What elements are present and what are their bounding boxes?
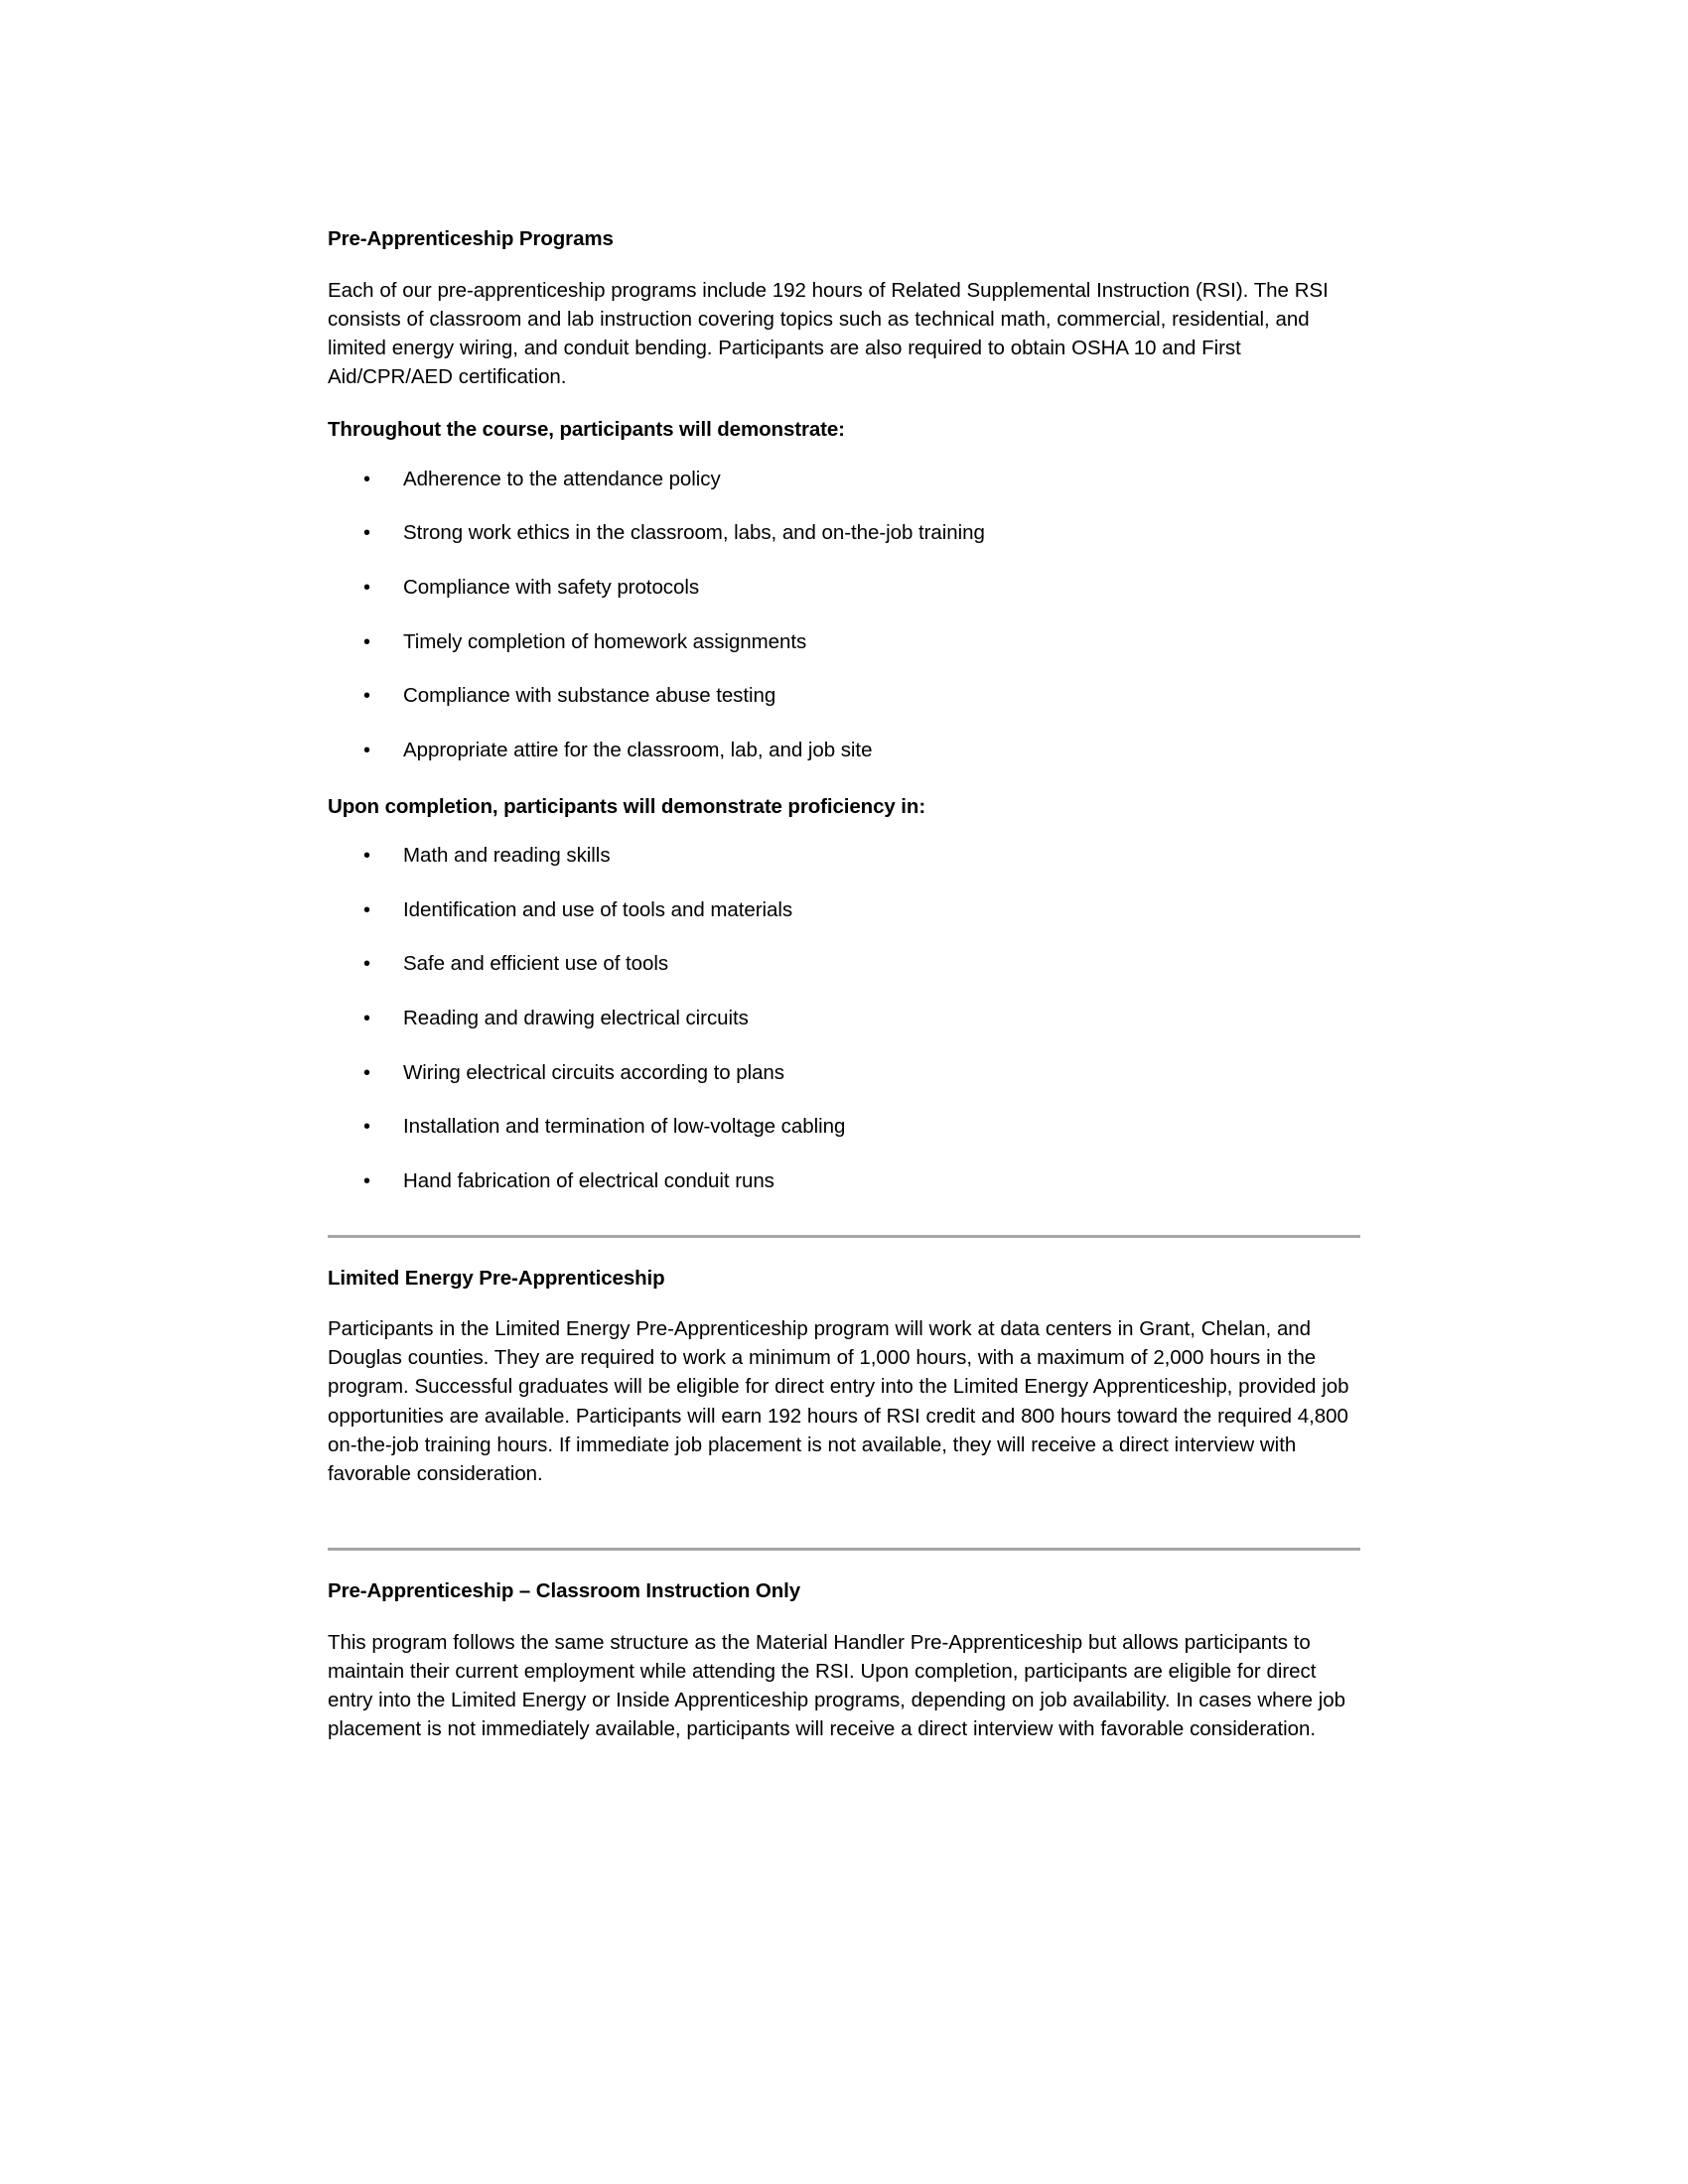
bullet-icon: • xyxy=(363,522,370,545)
document-page xyxy=(230,0,1458,2184)
list-item xyxy=(328,629,1360,656)
list-item-label: Installation and termination of low-voltage cabling xyxy=(403,1115,846,1139)
bullet-icon: • xyxy=(363,953,370,976)
list-one-heading: Throughout the course, participants will demonstrate: xyxy=(328,418,845,442)
bullet-icon: • xyxy=(363,1008,370,1030)
limited-energy-paragraph: Participants in the Limited Energy Pre-Apprenticeship program will work at data centers in Grant, Chelan, and Douglas counties. They are required to work a minimum of 1,000 hours, with a maximum of 2,000 hours in the program. Successful graduates will be eligible for direct entry into the Limited Energy Apprenticeship, provided job opportunities are available. Participants will earn 192 hours of RSI credit and 800 hours toward the required 4,800 on-the-job training hours. If immediate job placement is not available, they will receive a direct interview with favorable consideration. xyxy=(328,1317,1349,1485)
list-item xyxy=(328,520,1360,547)
list-item xyxy=(328,683,1360,710)
bullet-icon: • xyxy=(363,685,370,708)
list-item-label: Math and reading skills xyxy=(403,844,611,868)
list-item-label: Wiring electrical circuits according to plans xyxy=(403,1060,784,1084)
list-item xyxy=(328,843,1360,870)
list-item-label: Reading and drawing electrical circuits xyxy=(403,1007,749,1030)
divider-top-gap xyxy=(328,1514,1360,1548)
document-content xyxy=(328,0,1360,1888)
bullet-icon: • xyxy=(363,1116,370,1139)
bullet-icon: • xyxy=(363,630,370,653)
page-title: Pre-Apprenticeship Programs xyxy=(328,227,614,250)
bullet-icon: • xyxy=(363,576,370,599)
divider-top-gap xyxy=(328,1201,1360,1235)
list-item-label: Hand fabrication of electrical conduit runs xyxy=(403,1169,774,1192)
bullet-icon: • xyxy=(363,898,370,921)
bullet-icon: • xyxy=(363,1170,370,1192)
intro-paragraph: Each of our pre-apprenticeship programs include 192 hours of Related Supplemental Instruction (RSI). The RSI consists of classroom and lab instruction covering topics such as technical math, commercial, residential, and limited energy wiring, and conduit bending. Participants are also required to obtain OSHA 10 and First Aid/CPR/AED certification. xyxy=(328,278,1329,388)
list-item-label: Identification and use of tools and materials xyxy=(403,897,793,921)
bullet-icon: • xyxy=(363,845,370,868)
list-item xyxy=(328,897,1360,924)
list-item xyxy=(328,1060,1360,1087)
bullet-icon: • xyxy=(363,468,370,490)
divider-bottom-gap xyxy=(328,1551,1360,1578)
list-item-label: Strong work ethics in the classroom, labs, and on-the-job training xyxy=(403,521,985,545)
bullet-icon: • xyxy=(363,739,370,761)
classroom-only-paragraph: This program follows the same structure as the Material Handler Pre-Apprenticeship but allows participants to maintain their current employment while attending the RSI. Upon completion, participants are eligible for direct entry into the Limited Energy or Inside Apprenticeship programs, depending on job availability. In cases where job placement is not immediately available, participants will receive a direct interview with favorable consideration. xyxy=(328,1630,1345,1740)
upon-completion-list xyxy=(328,843,1360,1194)
list-item-label: Compliance with substance abuse testing xyxy=(403,684,776,708)
classroom-only-heading: Pre-Apprenticeship – Classroom Instruction Only xyxy=(328,1578,801,1602)
list-item-label: Timely completion of homework assignments xyxy=(403,629,807,653)
top-margin-spacer xyxy=(328,0,1360,226)
list-item xyxy=(328,738,1360,764)
list-item xyxy=(328,575,1360,602)
limited-energy-heading: Limited Energy Pre-Apprenticeship xyxy=(328,1266,665,1290)
list-item-label: Compliance with safety protocols xyxy=(403,575,700,599)
list-item xyxy=(328,1114,1360,1141)
list-item-label: Adherence to the attendance policy xyxy=(403,467,721,490)
list-item xyxy=(328,951,1360,978)
divider-bottom-gap xyxy=(328,1238,1360,1266)
list-item xyxy=(328,1006,1360,1032)
list-item xyxy=(328,1168,1360,1195)
list-item-label: Appropriate attire for the classroom, lab, and job site xyxy=(403,738,873,761)
list-two-heading: Upon completion, participants will demonstrate proficiency in: xyxy=(328,794,926,818)
list-heading-gap xyxy=(328,770,1360,794)
list-item-label: Safe and efficient use of tools xyxy=(403,952,669,976)
bullet-icon: • xyxy=(363,1061,370,1084)
list-item xyxy=(328,467,1360,493)
bottom-margin-spacer xyxy=(328,1769,1360,1888)
throughout-course-list xyxy=(328,467,1360,764)
